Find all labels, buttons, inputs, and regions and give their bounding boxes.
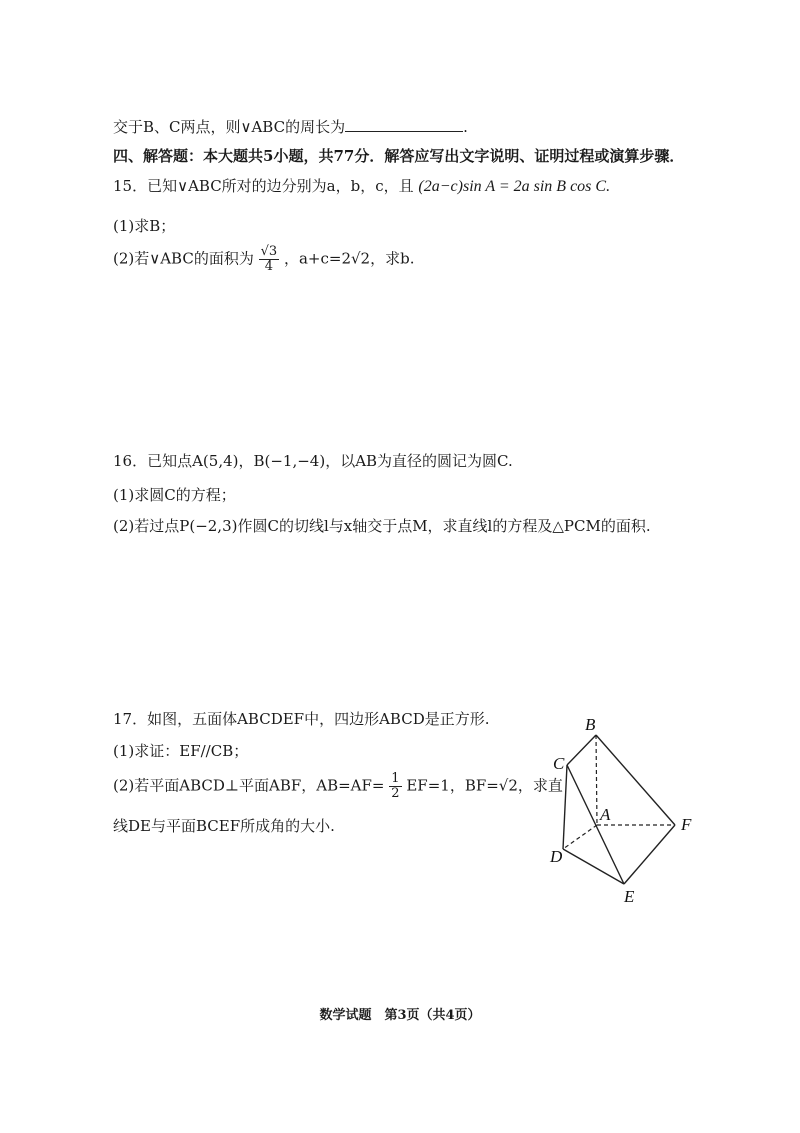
label-E: E [624,887,635,906]
q16-part1: (1)求圆C的方程； [113,486,236,504]
edge-BC [567,735,596,765]
label-D: D [550,847,563,866]
prev-question-text: 交于B、C两点，则∨ABC的周长为 [113,118,346,136]
label-F: F [681,815,692,834]
edge-EF [624,825,675,884]
answer-blank [345,119,463,132]
q16-part2: (2)若过点P(−2,3)作圆C的切线l与x轴交于点M，求直线l的方程及△PCM的面积. [113,517,651,535]
area-fraction: $\frac{√3}{4}$ [260,244,278,274]
q15-formula: (2a−c)sin A = 2a sin B cos C. [418,178,611,195]
label-C: C [553,754,565,773]
half-fraction: $\frac{1}{2}$ [391,771,400,801]
edge-AB-hidden [596,735,597,825]
q17-part1: (1)求证：EF//CB； [113,742,249,760]
q15-stem: 15．已知∨ABC所对的边分别为a，b，c，且 (2a−c)sin A = 2a sin B cos C. [113,177,611,195]
edge-AD-hidden [563,825,597,849]
prev-question-tail: 交于B、C两点，则∨ABC的周长为 . [113,118,468,136]
edge-CE [567,765,624,884]
q17-stem: 17．如图，五面体ABCDEF中，四边形ABCD是正方形. [113,710,490,728]
pentahedron-figure [540,712,715,907]
q15-part2: (2)若∨ABC的面积为 $\frac{√3}{4}$ ，a+c=2√2，求b. [113,244,415,274]
section-heading: 四、解答题：本大题共5小题，共77分．解答应写出文字说明、证明过程或演算步骤． [113,147,685,165]
q16-stem: 16．已知点A(5,4)，B(−1,−4)，以AB为直径的圆记为圆C. [113,452,513,470]
label-B: B [585,715,596,734]
edge-CD [563,765,567,849]
page-footer: 数学试题 第3页（共4页） [319,1008,481,1023]
label-A: A [600,805,611,824]
q17-part2-line2: 线DE与平面BCEF所成角的大小. [113,817,335,835]
q15-part1: (1)求B； [113,217,176,235]
q17-part2: (2)若平面ABCD⊥平面ABF，AB=AF= $\frac{1}{2}$ EF=1，BF=√2，求直 [113,771,563,801]
